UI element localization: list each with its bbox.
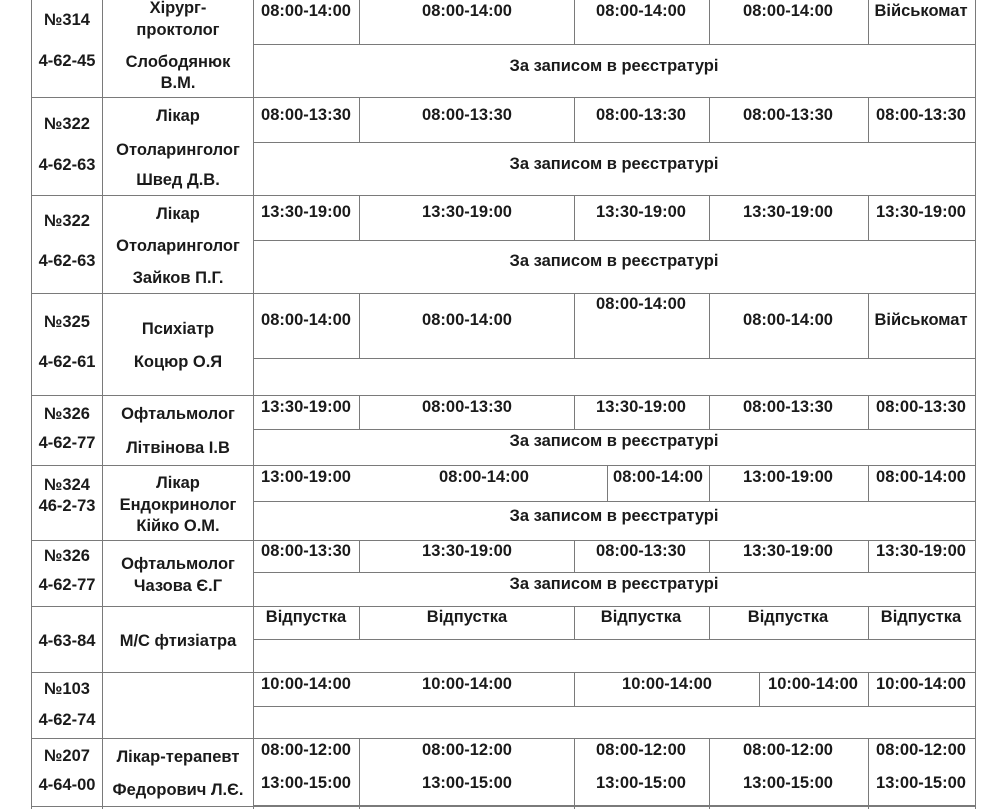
day-hours: 08:00-12:00	[596, 741, 686, 759]
day-hours: 08:00-14:00	[422, 311, 512, 329]
day-hours: 10:00-14:00	[261, 675, 351, 693]
phone-number: 4-64-00	[38, 776, 96, 794]
grid-rule-vertical	[709, 540, 710, 572]
day-hours: Військомат	[874, 311, 968, 329]
day-hours: 13:30-19:00	[596, 398, 686, 416]
grid-rule-horizontal	[253, 639, 975, 640]
room-number: №325	[44, 313, 90, 331]
day-hours: 10:00-14:00	[768, 675, 858, 693]
doctor-label: Зайков П.Г.	[132, 269, 224, 287]
grid-rule-vertical	[709, 97, 710, 142]
day-hours: 08:00-14:00	[596, 295, 686, 313]
grid-rule-horizontal	[253, 706, 975, 707]
doctor-label: Федорович Л.Є.	[112, 781, 244, 799]
phone-number: 46-2-73	[38, 497, 96, 515]
day-hours: 08:00-13:30	[743, 106, 833, 124]
room-number: №207	[44, 747, 90, 765]
grid-rule-vertical	[868, 672, 869, 706]
day-hours: 08:00-13:30	[596, 106, 686, 124]
day-hours: 13:30-19:00	[876, 203, 966, 221]
doctor-label: Лікар	[156, 107, 200, 125]
grid-rule-horizontal	[253, 44, 975, 45]
grid-rule-vertical	[975, 0, 976, 809]
doctor-label: Кійко О.М.	[136, 517, 220, 535]
grid-rule-vertical	[709, 395, 710, 429]
doctor-label: Швед Д.В.	[136, 171, 220, 189]
doctor-label: проктолог	[136, 21, 220, 39]
phone-number: 4-62-61	[38, 353, 96, 371]
phone-number: 4-62-45	[38, 52, 96, 70]
day-hours: 08:00-13:30	[422, 106, 512, 124]
room-number: №326	[44, 547, 90, 565]
day-hours: 10:00-14:00	[622, 675, 712, 693]
doctor-label: Офтальмолог	[121, 405, 235, 423]
grid-rule-vertical	[31, 0, 32, 809]
day-hours: 13:00-19:00	[743, 468, 833, 486]
grid-rule-vertical	[253, 0, 254, 809]
appointment-note: За записом в реєстратурі	[509, 252, 719, 270]
day-hours: 13:30-19:00	[261, 203, 351, 221]
grid-rule-vertical	[359, 195, 360, 240]
grid-rule-vertical	[759, 672, 760, 706]
day-hours: Відпустка	[265, 608, 347, 626]
room-number: №326	[44, 405, 90, 423]
grid-rule-horizontal	[31, 195, 975, 196]
day-hours: 13:30-19:00	[422, 542, 512, 560]
day-hours: 13:30-19:00	[876, 542, 966, 560]
grid-rule-vertical	[359, 738, 360, 805]
grid-rule-vertical	[574, 293, 575, 358]
appointment-note: За записом в реєстратурі	[509, 155, 719, 173]
grid-rule-vertical	[709, 606, 710, 639]
grid-rule-vertical	[868, 540, 869, 572]
grid-rule-vertical	[574, 195, 575, 240]
grid-rule-vertical	[359, 293, 360, 358]
day-hours: 08:00-13:30	[261, 542, 351, 560]
day-hours: Військомат	[874, 2, 968, 20]
grid-rule-vertical	[868, 293, 869, 358]
day-hours: 08:00-13:30	[876, 398, 966, 416]
day-hours: 08:00-12:00	[743, 741, 833, 759]
phone-number: 4-62-63	[38, 252, 96, 270]
grid-rule-vertical	[709, 465, 710, 501]
day-hours: 08:00-13:30	[422, 398, 512, 416]
grid-rule-horizontal	[253, 429, 975, 430]
day-hours: Відпустка	[426, 608, 508, 626]
grid-rule-vertical	[102, 0, 103, 809]
grid-rule-vertical	[359, 97, 360, 142]
day-hours: Відпустка	[600, 608, 682, 626]
doctor-label: Хірург-	[149, 0, 207, 17]
grid-rule-horizontal	[31, 465, 975, 466]
day-hours: 08:00-14:00	[876, 468, 966, 486]
phone-number: 4-63-84	[38, 632, 96, 650]
day-hours: 08:00-12:00	[422, 741, 512, 759]
doctor-label: Лікар	[156, 474, 200, 492]
day-hours: 08:00-13:30	[876, 106, 966, 124]
doctor-label: Коцюр О.Я	[133, 353, 223, 371]
doctor-label: Літвінова І.В	[126, 439, 230, 457]
phone-number: 4-62-74	[38, 711, 96, 729]
grid-rule-horizontal	[31, 806, 975, 807]
grid-rule-vertical	[574, 395, 575, 429]
grid-rule-horizontal	[31, 738, 975, 739]
day-hours: 10:00-14:00	[876, 675, 966, 693]
day-hours: 08:00-12:00	[876, 741, 966, 759]
appointment-note: За записом в реєстратурі	[509, 507, 719, 525]
day-hours: Відпустка	[747, 608, 829, 626]
grid-rule-vertical	[359, 395, 360, 429]
grid-rule-vertical	[574, 672, 575, 706]
day-hours: 08:00-13:30	[743, 398, 833, 416]
doctor-label: Психіатр	[141, 320, 215, 338]
day-hours: 08:00-14:00	[261, 2, 351, 20]
day-hours: 08:00-14:00	[422, 2, 512, 20]
grid-rule-horizontal	[253, 240, 975, 241]
grid-rule-vertical	[359, 606, 360, 639]
room-number: №322	[44, 212, 90, 230]
doctor-label: Отоларинголог	[116, 141, 240, 159]
grid-rule-vertical	[574, 606, 575, 639]
day-hours: 08:00-14:00	[613, 468, 703, 486]
grid-rule-horizontal	[31, 672, 975, 673]
day-hours: 13:00-19:00	[261, 468, 351, 486]
phone-number: 4-62-77	[38, 576, 96, 594]
grid-rule-vertical	[709, 195, 710, 240]
grid-rule-vertical	[868, 606, 869, 639]
grid-rule-horizontal	[31, 395, 975, 396]
doctor-label: Лікар-терапевт	[116, 748, 240, 766]
grid-rule-horizontal	[253, 501, 975, 502]
day-hours: 13:30-19:00	[743, 542, 833, 560]
room-number: №314	[44, 11, 90, 29]
day-hours-second: 13:00-15:00	[261, 774, 351, 792]
doctor-label: Отоларинголог	[116, 237, 240, 255]
day-hours-second: 13:00-15:00	[596, 774, 686, 792]
day-hours: 08:00-14:00	[439, 468, 529, 486]
grid-rule-horizontal	[31, 97, 975, 98]
grid-rule-vertical	[868, 97, 869, 142]
room-number: №103	[44, 680, 90, 698]
grid-rule-vertical	[709, 738, 710, 805]
grid-rule-vertical	[574, 738, 575, 805]
day-hours: 13:30-19:00	[261, 398, 351, 416]
phone-number: 4-62-77	[38, 434, 96, 452]
grid-rule-vertical	[868, 195, 869, 240]
grid-rule-vertical	[868, 465, 869, 501]
grid-rule-horizontal	[253, 142, 975, 143]
grid-rule-vertical	[709, 293, 710, 358]
day-hours: 08:00-13:30	[261, 106, 351, 124]
day-hours: 10:00-14:00	[422, 675, 512, 693]
grid-rule-vertical	[607, 465, 608, 501]
doctor-label: Офтальмолог	[121, 555, 235, 573]
appointment-note: За записом в реєстратурі	[509, 432, 719, 450]
doctor-label: Ендокринолог	[119, 496, 237, 514]
grid-rule-vertical	[574, 540, 575, 572]
grid-rule-vertical	[359, 540, 360, 572]
day-hours-second: 13:00-15:00	[422, 774, 512, 792]
grid-rule-vertical	[868, 395, 869, 429]
grid-rule-vertical	[868, 0, 869, 44]
day-hours: Відпустка	[880, 608, 962, 626]
grid-rule-vertical	[359, 0, 360, 44]
day-hours: 13:30-19:00	[743, 203, 833, 221]
doctor-label: М/С фтизіатра	[119, 632, 237, 650]
doctor-label: Чазова Є.Г	[133, 577, 223, 595]
room-number: №322	[44, 115, 90, 133]
doctor-label: В.М.	[160, 74, 196, 92]
day-hours: 08:00-14:00	[743, 2, 833, 20]
day-hours: 13:30-19:00	[422, 203, 512, 221]
day-hours-second: 13:00-15:00	[876, 774, 966, 792]
day-hours: 08:00-14:00	[596, 2, 686, 20]
grid-rule-vertical	[574, 97, 575, 142]
day-hours: 08:00-14:00	[261, 311, 351, 329]
phone-number: 4-62-63	[38, 156, 96, 174]
day-hours: 08:00-14:00	[743, 311, 833, 329]
day-hours: 08:00-13:30	[596, 542, 686, 560]
grid-rule-horizontal	[253, 358, 975, 359]
appointment-note: За записом в реєстратурі	[509, 57, 719, 75]
day-hours-second: 13:00-15:00	[743, 774, 833, 792]
room-number: №324	[44, 476, 90, 494]
grid-rule-horizontal	[31, 293, 975, 294]
doctor-label: Слободянюк	[125, 53, 231, 71]
appointment-note: За записом в реєстратурі	[509, 575, 719, 593]
grid-rule-vertical	[574, 0, 575, 44]
grid-rule-vertical	[709, 0, 710, 44]
grid-rule-horizontal	[253, 572, 975, 573]
day-hours: 13:30-19:00	[596, 203, 686, 221]
grid-rule-vertical	[868, 738, 869, 805]
doctor-label: Лікар	[156, 205, 200, 223]
day-hours: 08:00-12:00	[261, 741, 351, 759]
